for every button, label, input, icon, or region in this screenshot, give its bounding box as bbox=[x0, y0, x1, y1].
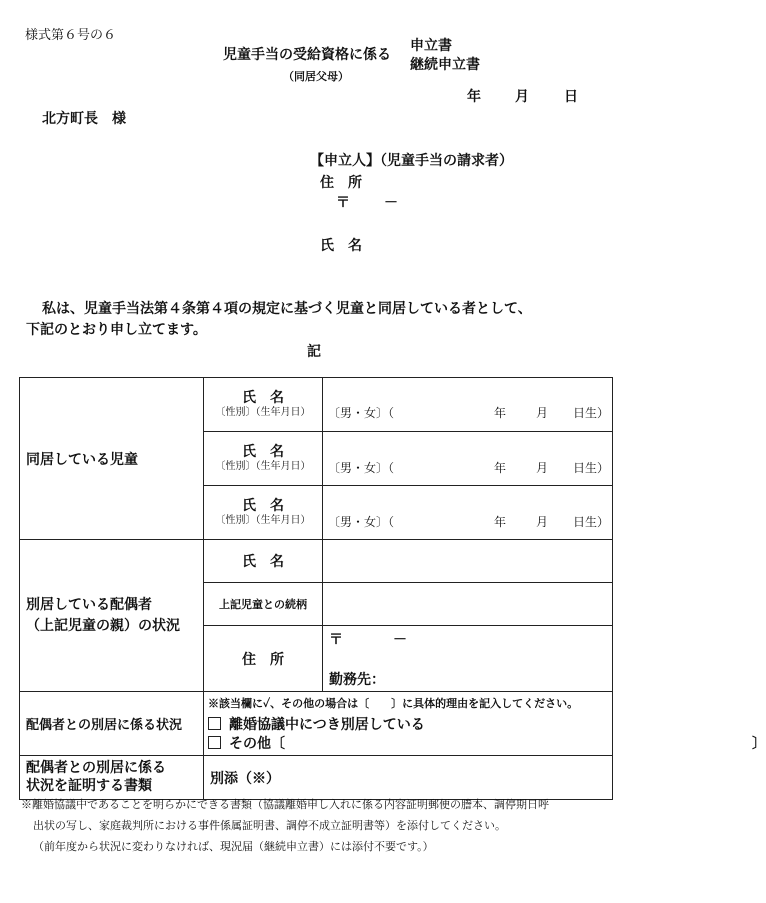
spouse-relation-label: 上記児童との続柄 bbox=[204, 583, 323, 626]
separation-instruction: ※該当欄に✓、その他の場合は〔 〕に具体的理由を記入してください。 bbox=[208, 697, 579, 710]
child-detail-cell[interactable] bbox=[323, 432, 613, 486]
spouse-address-label: 住 所 bbox=[204, 626, 323, 692]
date-day: 日 bbox=[564, 89, 578, 105]
spouse-work-label: 勤務先： bbox=[329, 672, 385, 688]
applicant-address-label: 住 所 bbox=[320, 175, 362, 191]
child-row bbox=[20, 378, 613, 432]
child-name-label: 氏 名 bbox=[242, 389, 284, 406]
spouse-name-label: 氏 名 bbox=[204, 540, 323, 583]
date-year: 年 bbox=[467, 89, 481, 105]
separation-options-cell bbox=[204, 692, 766, 756]
child-detail-cell[interactable] bbox=[323, 486, 613, 540]
separation-option-divorce[interactable] bbox=[208, 714, 425, 734]
separation-label: 配偶者との別居に係る状況 bbox=[20, 692, 204, 756]
applicant-heading-label: 【申立人】 bbox=[310, 153, 380, 169]
child-birth-day: 日生） bbox=[573, 461, 610, 475]
child-gender: 〔男・女〕（ bbox=[328, 515, 395, 529]
document-value: 別添（※） bbox=[204, 756, 613, 800]
applicant-name-label: 氏 名 bbox=[320, 238, 362, 254]
child-name-label: 氏 名 bbox=[242, 443, 284, 460]
child-label-cell bbox=[204, 432, 323, 486]
spouse-relation-field[interactable] bbox=[323, 583, 613, 626]
child-sub-label: 〔性別〕（生年月日） bbox=[215, 407, 311, 418]
spouse-postal-mark: 〒 bbox=[329, 632, 343, 648]
addressee: 北方町長 様 bbox=[42, 111, 126, 127]
child-sub-label: 〔性別〕（生年月日） bbox=[215, 515, 311, 526]
child-gender: 〔男・女〕（ bbox=[328, 461, 395, 475]
child-birth-year: 年 bbox=[494, 461, 507, 475]
spouse-label-line2: （上記児童の親）の状況 bbox=[26, 617, 180, 634]
child-birth-day: 日生） bbox=[573, 406, 610, 420]
spouse-address-field[interactable] bbox=[323, 626, 613, 692]
separation-row bbox=[20, 692, 613, 756]
spouse-name-field[interactable] bbox=[323, 540, 613, 583]
child-label-cell bbox=[204, 378, 323, 432]
child-birth-month: 月 bbox=[536, 406, 549, 420]
child-label-cell bbox=[204, 486, 323, 540]
footnote-line2: 出状の写し、家庭裁判所における事件係属証明書、調停不成立証明書等）を添付してください。 bbox=[33, 819, 506, 832]
child-birth-month: 月 bbox=[536, 461, 549, 475]
child-sub-label: 〔性別〕（生年月日） bbox=[215, 461, 311, 472]
declaration-table bbox=[19, 377, 766, 800]
divorce-option-label: 離婚協議中につき別居している bbox=[229, 717, 425, 733]
spouse-label bbox=[20, 540, 204, 692]
form-number: 様式第６号の６ bbox=[25, 28, 117, 43]
child-birth-year: 年 bbox=[494, 515, 507, 529]
child-name-label: 氏 名 bbox=[242, 497, 284, 514]
date-month: 月 bbox=[515, 89, 529, 105]
children-label: 同居している児童 bbox=[20, 378, 204, 540]
document-label-line2: 状況を証明する書類 bbox=[26, 777, 152, 794]
child-birth-day: 日生） bbox=[573, 515, 610, 529]
document-label bbox=[20, 756, 204, 800]
separation-option-other[interactable] bbox=[208, 733, 285, 753]
ki-heading: 記 bbox=[307, 344, 321, 360]
other-option-label: その他〔 bbox=[229, 736, 285, 752]
title-main: 児童手当の受給資格に係る bbox=[223, 47, 391, 63]
child-detail-cell[interactable] bbox=[323, 378, 613, 432]
child-gender: 〔男・女〕（ bbox=[328, 406, 395, 420]
footnote-line1: ※離婚協議中であることを明らかにできる書類（協議離婚申し入れに係る内容証明郵便の謄本、調停期日呼 bbox=[21, 798, 549, 811]
footnote-line3: （前年度から状況に変わりなければ、現況届（継続申立書）には添付不要です。） bbox=[33, 840, 434, 853]
document-row bbox=[20, 756, 613, 800]
spouse-label-line1: 別居している配偶者 bbox=[26, 597, 152, 614]
spouse-postal-dash: － bbox=[393, 632, 407, 648]
other-checkbox[interactable] bbox=[208, 736, 221, 749]
document-label-line1: 配偶者との別居に係る bbox=[26, 760, 166, 776]
child-birth-year: 年 bbox=[494, 406, 507, 420]
title-option-continuation: 継続申立書 bbox=[410, 57, 480, 73]
statement-line2: 下記のとおり申し立てます。 bbox=[26, 322, 207, 338]
applicant-postal-dash: － bbox=[384, 195, 398, 211]
title-subtitle: （同居父母） bbox=[283, 70, 349, 83]
title-option-application: 申立書 bbox=[410, 38, 452, 54]
other-option-close: 〕 bbox=[752, 736, 766, 752]
child-birth-month: 月 bbox=[536, 515, 549, 529]
applicant-postal-mark: 〒 bbox=[336, 195, 350, 211]
divorce-checkbox[interactable] bbox=[208, 717, 221, 730]
statement-line1: 私は、児童手当法第４条第４項の規定に基づく児童と同居している者として、 bbox=[42, 301, 532, 317]
applicant-heading-note: （児童手当の請求者） bbox=[380, 153, 513, 169]
spouse-name-row bbox=[20, 540, 613, 583]
applicant-heading bbox=[310, 150, 513, 170]
